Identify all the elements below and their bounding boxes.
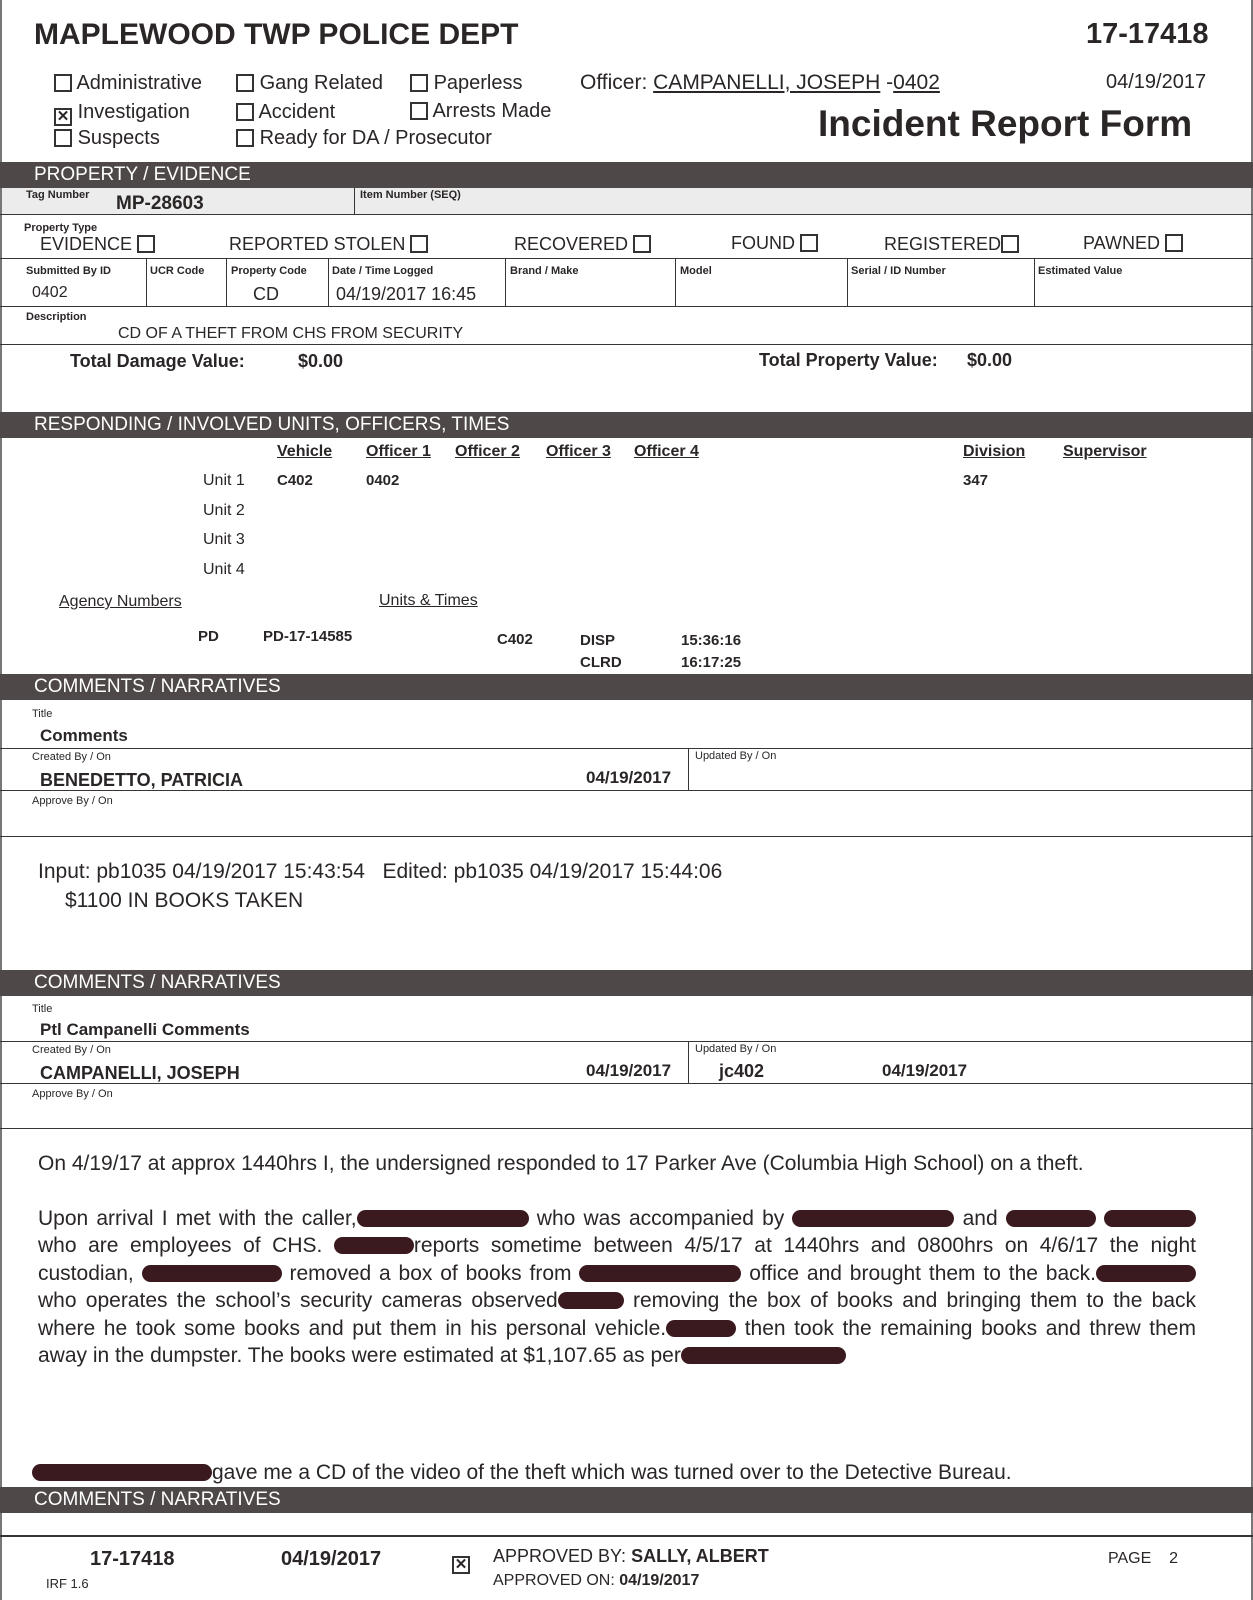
checkbox-box[interactable] — [236, 103, 254, 121]
section-bar-comments-2: COMMENTS / NARRATIVES — [0, 970, 1253, 996]
comment-title: Ptl Campanelli Comments — [40, 1020, 250, 1039]
created-label: Created By / On — [32, 1044, 111, 1056]
divider — [505, 258, 506, 306]
header-supervisor: Supervisor — [1063, 443, 1147, 460]
checkbox-box[interactable] — [1165, 234, 1183, 252]
section-bar-comments-3: COMMENTS / NARRATIVES — [0, 1487, 1253, 1513]
footer-case-number: 17-17418 — [90, 1548, 175, 1570]
header-date: 04/19/2017 — [1106, 71, 1207, 93]
type-found[interactable] — [731, 233, 818, 254]
checkbox-box[interactable] — [54, 129, 72, 147]
checkbox-box[interactable] — [1001, 235, 1019, 253]
section-bar-comments-1: COMMENTS / NARRATIVES — [0, 674, 1253, 700]
approved-by-line — [493, 1546, 769, 1567]
approved-checkbox[interactable] — [452, 1553, 470, 1574]
officer-name: CAMPANELLI, JOSEPH — [653, 71, 881, 94]
divider — [226, 258, 227, 306]
checkbox-label: Accident — [258, 101, 336, 123]
created-label: Created By / On — [32, 751, 111, 763]
divider — [328, 258, 329, 306]
type-evidence[interactable] — [40, 234, 155, 255]
unit-row-label: Unit 3 — [203, 531, 245, 548]
form-title: Incident Report Form — [818, 103, 1193, 144]
officer-separator: - — [886, 71, 894, 94]
tag-number-label: Tag Number — [26, 189, 90, 201]
created-on: 04/19/2017 — [586, 1061, 672, 1080]
header-officer1: Officer 1 — [366, 443, 431, 460]
section-bar-property: PROPERTY / EVIDENCE — [0, 162, 1253, 188]
checkbox-box[interactable] — [633, 235, 651, 253]
updated-label: Updated By / On — [695, 750, 777, 762]
narrative-text: gave me a CD of the video of the theft which was turned over to the Detective Bureau. — [212, 1461, 1012, 1484]
header-officer2: Officer 2 — [455, 443, 520, 460]
narrative-text: Upon arrival I met with the caller, — [38, 1206, 357, 1230]
checkbox-label: Ready for DA / Prosecutor — [259, 127, 492, 149]
redaction — [681, 1347, 846, 1364]
page-number: 2 — [1169, 1550, 1178, 1567]
approve-label: Approve By / On — [32, 795, 113, 807]
checkbox-box[interactable] — [410, 102, 428, 120]
approve-label: Approve By / On — [32, 1088, 113, 1100]
checkbox-investigation[interactable] — [54, 101, 190, 126]
brand-label: Brand / Make — [510, 265, 579, 277]
created-by: CAMPANELLI, JOSEPH — [40, 1063, 240, 1083]
unit-row-vehicle: C402 — [277, 472, 313, 489]
checkbox-label: Gang Related — [259, 72, 383, 94]
divider — [0, 306, 1253, 307]
header-officer4: Officer 4 — [634, 443, 699, 460]
total-property-label: Total Property Value: — [759, 350, 938, 370]
divider — [847, 258, 848, 306]
checkbox-box[interactable] — [800, 234, 818, 252]
checkbox-box[interactable] — [54, 74, 72, 92]
serial-label: Serial / ID Number — [851, 265, 946, 277]
redaction — [1104, 1210, 1196, 1227]
checkbox-arrests-made[interactable] — [410, 100, 551, 123]
estimated-value-label: Estimated Value — [1038, 265, 1123, 277]
footer-form-code: IRF 1.6 — [46, 1576, 89, 1591]
officer-id: 0402 — [893, 71, 940, 94]
clrd-time: 16:17:25 — [681, 654, 742, 671]
time-unit: C402 — [497, 631, 533, 648]
divider — [675, 258, 676, 306]
unit-row-label: Unit 1 — [203, 472, 245, 489]
checkbox-box[interactable] — [236, 74, 254, 92]
units-times-label: Units & Times — [379, 592, 478, 609]
item-number-label: Item Number (SEQ) — [360, 189, 461, 201]
divider — [1034, 258, 1035, 306]
divider — [0, 1128, 1253, 1129]
narrative-text: removed a box of books from — [289, 1261, 572, 1285]
narrative-closing — [32, 1461, 1012, 1485]
narrative-text: and — [962, 1206, 998, 1230]
page-label: PAGE — [1108, 1550, 1152, 1567]
header-division: Division — [963, 443, 1026, 460]
narrative-text: who was accompanied by — [536, 1206, 785, 1230]
description-label: Description — [26, 311, 87, 323]
checkbox-label: Suspects — [77, 127, 160, 149]
approved-on-line — [493, 1572, 699, 1590]
checkbox-paperless[interactable] — [410, 72, 523, 95]
disp-time: 15:36:16 — [681, 632, 742, 649]
checkbox-accident[interactable] — [236, 101, 335, 124]
agency-code: PD — [198, 628, 219, 645]
approved-on-label: APPROVED ON: — [493, 1572, 615, 1589]
divider — [354, 188, 355, 214]
page-border-left — [0, 0, 2, 1600]
redaction — [1096, 1265, 1196, 1282]
narrative — [38, 1150, 1196, 1397]
type-label: REPORTED STOLEN — [229, 234, 406, 254]
divider — [0, 748, 1253, 749]
checkbox-label: Investigation — [77, 101, 190, 123]
divider — [688, 1041, 689, 1083]
unit-row-label: Unit 2 — [203, 502, 245, 519]
divider — [0, 1041, 1253, 1042]
unit-row-division: 347 — [963, 472, 989, 489]
type-registered[interactable] — [884, 234, 1019, 255]
checkbox-box[interactable] — [236, 129, 254, 147]
updated-by: jc402 — [719, 1061, 765, 1081]
agency-numbers-label: Agency Numbers — [59, 593, 182, 610]
header-officer3: Officer 3 — [546, 443, 611, 460]
type-label: EVIDENCE — [40, 234, 133, 254]
divider — [0, 214, 1253, 215]
created-by: BENEDETTO, PATRICIA — [40, 770, 244, 790]
ucr-code-label: UCR Code — [150, 265, 205, 277]
redaction — [792, 1210, 954, 1227]
divider — [0, 1083, 1253, 1084]
comment-title: Comments — [40, 726, 128, 745]
submitted-by-label: Submitted By ID — [26, 265, 111, 277]
total-damage-label: Total Damage Value: — [70, 351, 245, 371]
redaction — [666, 1320, 736, 1337]
tag-number-value: MP-28603 — [116, 193, 204, 214]
narrative-text: office and brought them to the back. — [749, 1261, 1097, 1285]
checkbox-suspects[interactable] — [54, 127, 160, 150]
checkbox-ready-for-da[interactable] — [236, 127, 492, 150]
redaction — [1006, 1210, 1096, 1227]
checkbox-box[interactable] — [410, 74, 428, 92]
narrative-paragraph: On 4/19/17 at approx 1440hrs I, the undersigned responded to 17 Parker Ave (Columbia High School) on a theft. — [38, 1152, 1084, 1175]
type-label: FOUND — [731, 233, 795, 253]
divider — [146, 258, 147, 306]
divider — [0, 790, 1253, 791]
title-label: Title — [32, 1003, 53, 1015]
type-recovered[interactable] — [514, 234, 651, 255]
title-label: Title — [32, 708, 53, 720]
date-logged-value: 04/19/2017 16:45 — [336, 284, 477, 304]
section-bar-units: RESPONDING / INVOLVED UNITS, OFFICERS, TIMES — [0, 412, 1253, 438]
redaction — [579, 1265, 741, 1282]
input-line: Input: pb1035 04/19/2017 15:43:54 Edited: pb1035 04/19/2017 15:44:06 — [38, 860, 723, 883]
divider — [0, 1535, 1253, 1537]
case-number: 17-17418 — [1086, 18, 1209, 50]
redaction — [334, 1237, 414, 1254]
clrd-label: CLRD — [580, 654, 622, 671]
narrative-paragraph — [38, 1205, 1196, 1370]
type-label: RECOVERED — [514, 234, 629, 254]
footer-date: 04/19/2017 — [281, 1548, 382, 1570]
total-property-value: $0.00 — [967, 350, 1013, 370]
department-name: MAPLEWOOD TWP POLICE DEPT — [34, 18, 519, 51]
redaction — [142, 1265, 282, 1282]
narrative-text: then took the remaining books and threw them away in the dumpster. The books were estimated at $1,107.65 as per — [38, 1316, 1196, 1367]
unit-row-officer1: 0402 — [366, 472, 400, 489]
property-type-label: Property Type — [24, 222, 98, 234]
submitted-by-value: 0402 — [32, 284, 68, 301]
checkbox-box[interactable] — [137, 235, 155, 253]
type-pawned[interactable] — [1083, 233, 1183, 254]
agency-number: PD-17-14585 — [263, 628, 353, 645]
redaction — [558, 1292, 624, 1309]
officer-label: Officer: — [580, 71, 648, 94]
total-damage-value: $0.00 — [298, 351, 344, 371]
checkbox-label: Paperless — [433, 72, 523, 94]
redaction — [357, 1210, 529, 1227]
approved-by-label: APPROVED BY: — [493, 1546, 627, 1566]
approved-on: 04/19/2017 — [619, 1572, 700, 1589]
disp-label: DISP — [580, 632, 616, 649]
unit-row-label: Unit 4 — [203, 561, 245, 578]
page-indicator — [1108, 1550, 1178, 1568]
narrative-text: reports sometime between 4/5/17 at 1440hrs and 0800hrs on 4/6/17 the night custodian, — [38, 1234, 1196, 1285]
type-label: PAWNED — [1083, 233, 1161, 253]
description-value: CD OF A THEFT FROM CHS FROM SECURITY — [118, 325, 464, 342]
narrative-text: who are employees of CHS. — [38, 1234, 323, 1257]
divider — [0, 258, 1253, 259]
approved-by: SALLY, ALBERT — [631, 1546, 769, 1566]
type-reported-stolen[interactable] — [229, 234, 428, 255]
checkbox-box-checked[interactable]: ✕ — [452, 1556, 470, 1574]
checkbox-label: Arrests Made — [432, 100, 552, 122]
type-label: REGISTERED — [884, 234, 1002, 254]
checkbox-administrative[interactable] — [54, 72, 202, 95]
updated-on: 04/19/2017 — [882, 1061, 968, 1080]
divider — [0, 344, 1253, 345]
narrative-text: removing the box of books and bringing them to the back where he took some books and put them in his personal vehicle. — [38, 1289, 1197, 1340]
divider — [688, 748, 689, 790]
comment-body: $1100 IN BOOKS TAKEN — [65, 889, 304, 912]
model-label: Model — [680, 265, 712, 277]
created-on: 04/19/2017 — [586, 768, 672, 787]
checkbox-box-checked[interactable]: ✕ — [54, 108, 72, 126]
property-code-value: CD — [253, 284, 279, 304]
officer-line — [580, 71, 940, 95]
checkbox-label: Administrative — [76, 72, 203, 94]
header-vehicle: Vehicle — [277, 443, 333, 460]
redaction — [32, 1464, 212, 1481]
checkbox-box[interactable] — [410, 235, 428, 253]
divider — [0, 836, 1253, 837]
narrative-text: who operates the school’s security cameras observed — [38, 1289, 558, 1312]
date-logged-label: Date / Time Logged — [332, 265, 434, 277]
property-code-label: Property Code — [231, 265, 307, 277]
checkbox-gang-related[interactable] — [236, 72, 383, 95]
updated-label: Updated By / On — [695, 1043, 777, 1055]
